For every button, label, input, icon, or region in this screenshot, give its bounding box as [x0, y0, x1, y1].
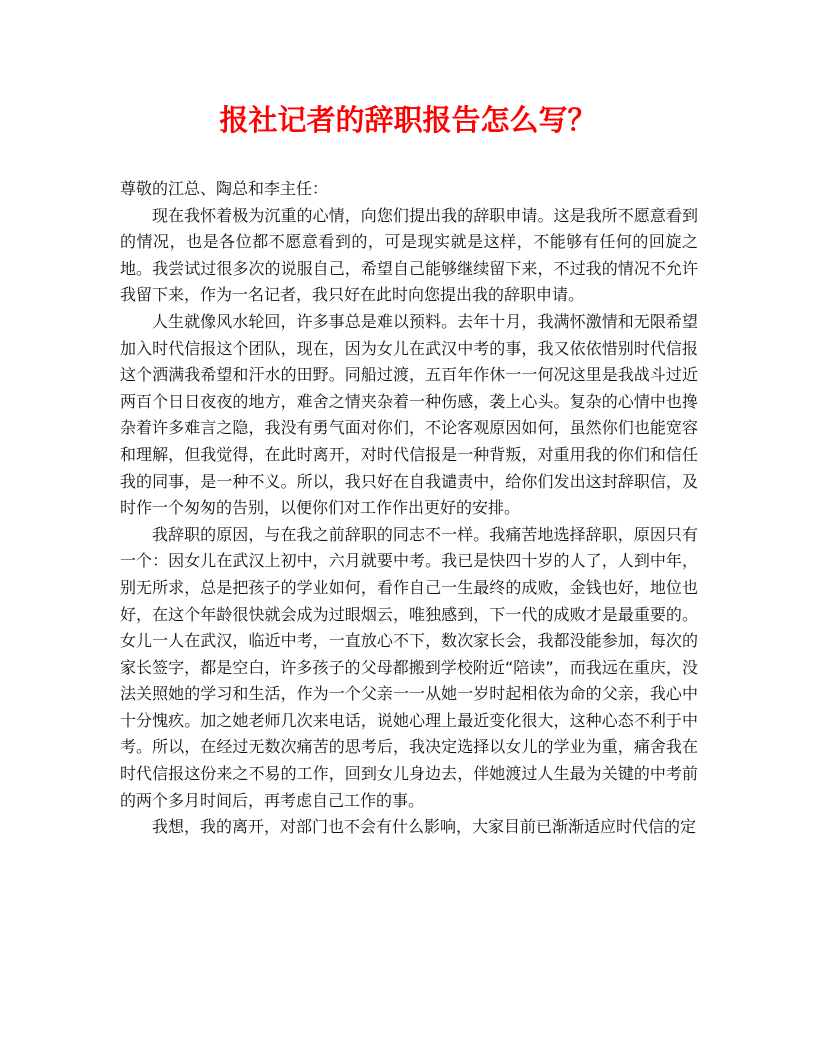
document-body: [120, 176, 698, 841]
document-title: 报社记者的辞职报告怎么写？: [219, 103, 597, 137]
salutation: 尊敬的江总、陶总和李主任：: [120, 179, 329, 198]
paragraph-1: 现在我怀着极为沉重的心情，向您们提出我的辞职申请。这是我所不愿意看到的情况，也是各位都不愿意看到的，可是现实就是这样，不能够有任何的回旋之地。我尝试过很多次的说服自己，希望自己能够继续留下来，不过我的情况不允许我留下来，作为一名记者，我只好在此时向您提出我的辞职申请。: [120, 205, 698, 305]
paragraph-2: 人生就像风水轮回，许多事总是难以预料。去年十月，我满怀激情和无限希望加入时代信报这个团队，现在，因为女儿在武汉中考的事，我又依依惜别时代信报这个洒满我希望和汗水的田野。同船过渡，五百年作休一一何况这里是我战斗过近两百个日日夜夜的地方，难舍之情夹杂着一种伤感，袭上心头。复杂的心情中也搀杂着许多难言之隐，我没有勇气面对你们，不论客观原因如何，虽然你们也能宽容和理解，但我觉得，在此时离开，对时代信报是一种背叛，对重用我的你们和信任我的同事，是一种不义。所以，我只好在自我谴责中，给你们发出这封辞职信，及时作一个匆匆的告别，以便你们对工作作出更好的安排。: [120, 311, 698, 518]
paragraph-3: 我辞职的原因，与在我之前辞职的同志不一样。我痛苦地选择辞职，原因只有一个：因女儿在武汉上初中，六月就要中考。我已是快四十岁的人了，人到中年，别无所求，总是把孩子的学业如何，看作自己一生最终的成败，金钱也好，地位也好，在这个年龄很快就会成为过眼烟云，唯独感到，下一代的成败才是最重要的。女儿一人在武汉，临近中考，一直放心不下，数次家长会，我都没能参加，每次的家长签字，都是空白，许多孩子的父母都搬到学校附近“陪读”，而我远在重庆，没法关照她的学习和生活，作为一个父亲一一从她一岁时起相依为命的父亲，我心中十分愧疚。加之她老师几次来电话，说她心理上最近变化很大，这种心态不利于中考。所以，在经过无数次痛苦的思考后，我决定选择以女儿的学业为重，痛舍我在时代信报这份来之不易的工作，回到女儿身边去，伴她渡过人生最为关键的中考前的两个多月时间后，再考虑自己工作的事。: [120, 524, 698, 810]
paragraph-4: 我想，我的离开，对部门也不会有什么影响，大家目前已渐渐适应时代信的定: [152, 817, 697, 837]
